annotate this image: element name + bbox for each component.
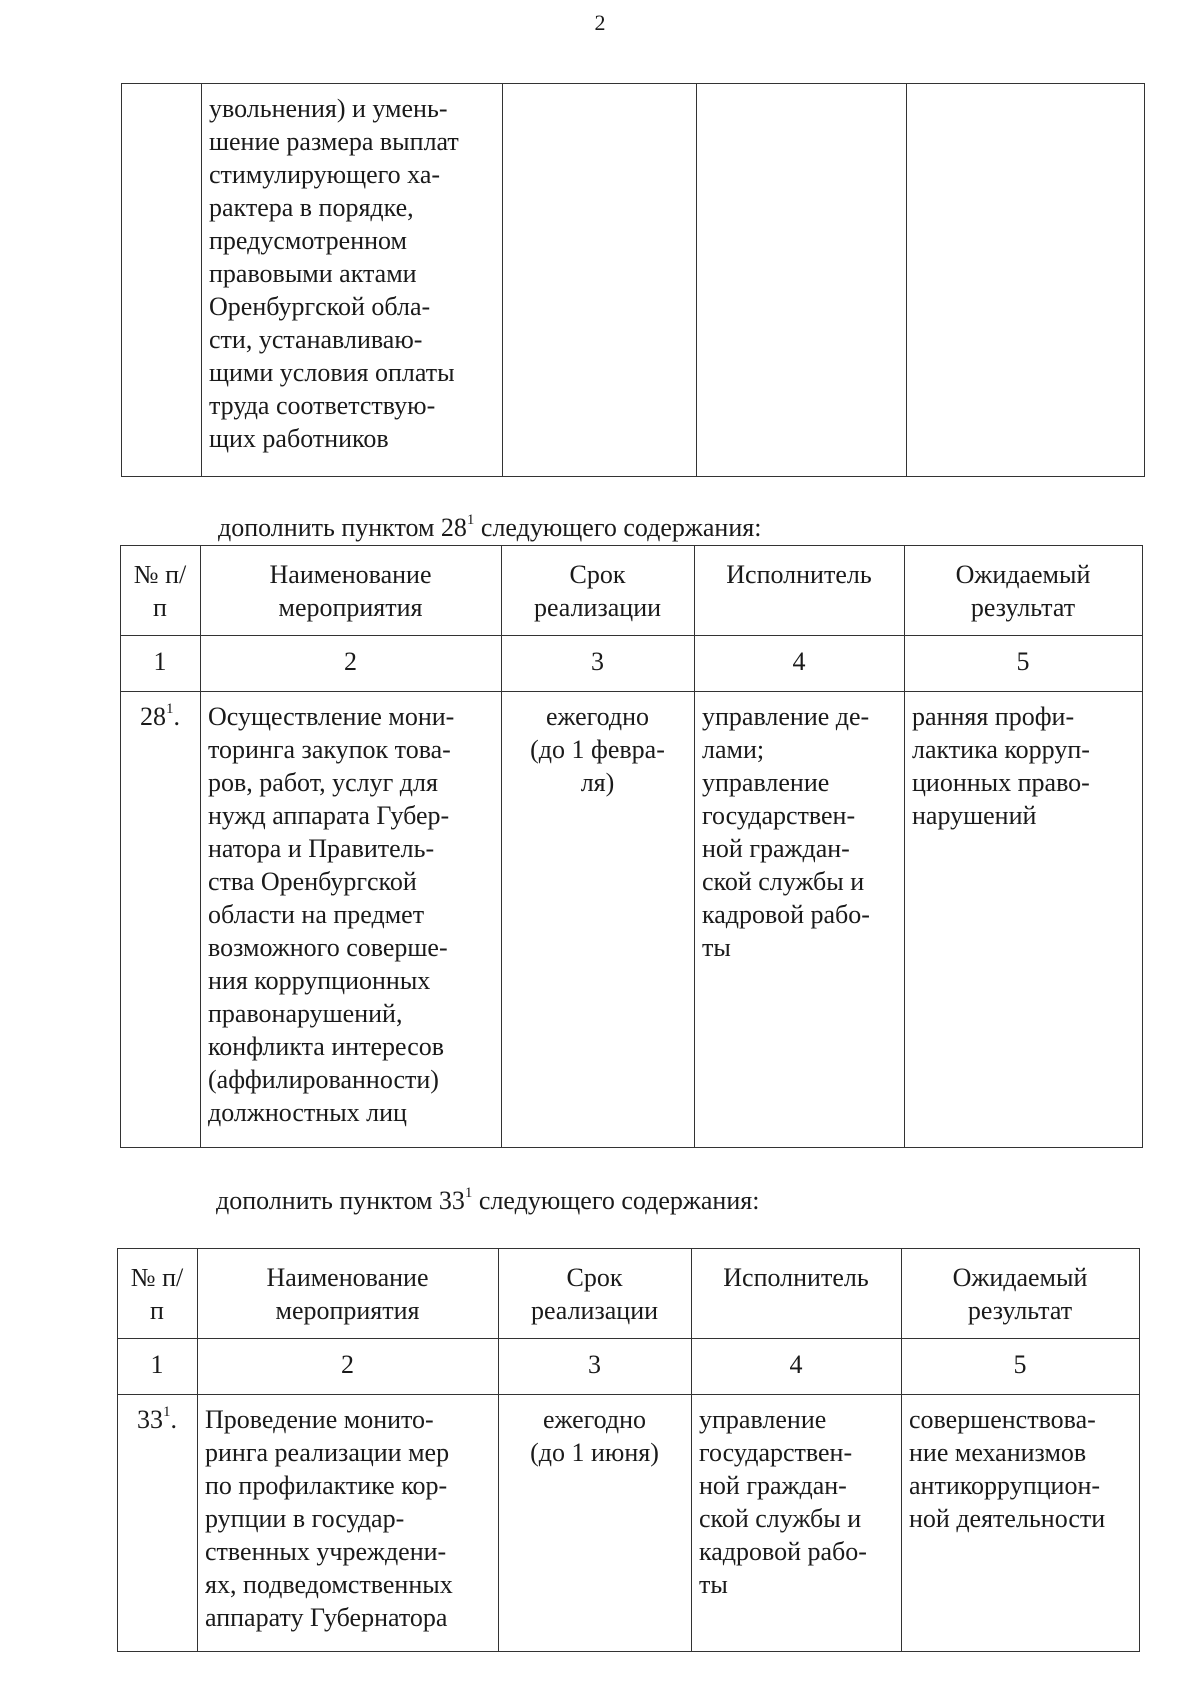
header-num: № п/п [121, 546, 201, 636]
section2-intro [216, 1186, 759, 1216]
header-executor: Исполнитель [692, 1249, 902, 1339]
term-text [499, 1395, 691, 1475]
row-result [902, 1395, 1140, 1652]
header-term: Срок реализации [499, 1249, 692, 1339]
header-executor: Исполнитель [695, 546, 905, 636]
text-line: области на предмет [208, 900, 425, 929]
section2-table [117, 1248, 1140, 1652]
continuation-text [202, 84, 502, 461]
text-line: щими условия оплаты [209, 358, 455, 387]
row-executor [695, 692, 905, 1148]
continuation-table [121, 83, 1145, 477]
header-action: Наименование мероприятия [201, 546, 502, 636]
header-num: № п/п [118, 1249, 198, 1339]
text-line: (аффилированности) [208, 1065, 439, 1094]
header-row [118, 1249, 1140, 1339]
text-line: государствен- [699, 1438, 853, 1467]
text-line: правовыми актами [209, 259, 417, 288]
header-result: Ожидаемый результат [905, 546, 1143, 636]
text-line: ринга реализации мер [205, 1438, 450, 1467]
text-line: совершенствова- [909, 1405, 1096, 1434]
text-line: правонарушений, [208, 999, 403, 1028]
section2-intro-sup: 1 [464, 1185, 473, 1202]
column-number: 1 [118, 1339, 198, 1395]
text-line: ров, работ, услуг для [208, 768, 438, 797]
column-numbers-row [118, 1339, 1140, 1395]
text-line: сти, устанавливаю- [209, 325, 423, 354]
text-line: кадровой рабо- [702, 900, 870, 929]
text-line: возможного соверше- [208, 933, 448, 962]
row-executor [692, 1395, 902, 1652]
column-number: 4 [692, 1339, 902, 1395]
text-line: антикоррупцион- [909, 1471, 1101, 1500]
row-term [502, 692, 695, 1148]
text-line: ежегодно [545, 702, 650, 731]
column-number: 3 [502, 636, 695, 692]
cell-action [202, 84, 503, 477]
text-line: (до 1 июня) [530, 1438, 659, 1467]
text-line: стимулирующего ха- [209, 160, 441, 189]
page-number: 2 [594, 10, 606, 35]
section1-intro-text: дополнить пунктом 28 [218, 513, 467, 542]
header-action: Наименование мероприятия [198, 1249, 499, 1339]
cell-result-empty [907, 84, 1145, 477]
text-line: ства Оренбургской [208, 867, 417, 896]
text-line: ной граждан- [702, 834, 850, 863]
section1-intro-tail: следующего содержания: [474, 513, 762, 542]
column-number: 2 [198, 1339, 499, 1395]
text-line: щих работников [209, 424, 389, 453]
row-number: $33^1$. [137, 1404, 177, 1434]
action-text [201, 692, 501, 1135]
row-action [201, 692, 502, 1148]
table-row [118, 1395, 1140, 1652]
section1-table [120, 545, 1143, 1148]
text-line: нужд аппарата Губер- [208, 801, 450, 830]
text-line: шение размера выплат [209, 127, 459, 156]
term-text [502, 692, 694, 805]
cell-executor-empty [697, 84, 907, 477]
executor-text [692, 1395, 901, 1607]
text-line: управление де- [702, 702, 870, 731]
column-number: 5 [905, 636, 1143, 692]
text-line: торинга закупок това- [208, 735, 451, 764]
result-text [902, 1395, 1139, 1541]
text-line: государствен- [702, 801, 856, 830]
text-line: Оренбургской обла- [209, 292, 431, 321]
text-line: ежегодно [542, 1405, 647, 1434]
row-term [499, 1395, 692, 1652]
row-num [121, 692, 201, 1148]
cell-num-empty [122, 84, 202, 477]
text-line: (до 1 февра- [530, 735, 665, 764]
text-line: ционных право- [912, 768, 1090, 797]
executor-text [695, 692, 904, 970]
text-line: натора и Правитель- [208, 834, 435, 863]
text-line: кадровой рабо- [699, 1537, 867, 1566]
text-line: ния коррупционных [208, 966, 431, 995]
text-line: ты [699, 1570, 728, 1599]
text-line: ственных учреждени- [205, 1537, 447, 1566]
column-number: 1 [121, 636, 201, 692]
text-line: ты [702, 933, 731, 962]
text-line: труда соответствую- [209, 391, 436, 420]
action-text [198, 1395, 498, 1640]
table-row [121, 692, 1143, 1148]
text-line: ской службы и [702, 867, 865, 896]
text-line: Проведение монито- [205, 1405, 434, 1434]
text-line: предусмотренном [209, 226, 407, 255]
header-result: Ожидаемый результат [902, 1249, 1140, 1339]
text-line: управление [702, 768, 830, 797]
section2-intro-tail: следующего содержания: [472, 1186, 760, 1215]
column-number: 4 [695, 636, 905, 692]
header-term: Срок реализации [502, 546, 695, 636]
text-line: управление [699, 1405, 827, 1434]
text-line: ной деятельности [909, 1504, 1106, 1533]
text-line: рупции в государ- [205, 1504, 405, 1533]
cell-term-empty [503, 84, 697, 477]
header-row [121, 546, 1143, 636]
text-line: ной граждан- [699, 1471, 847, 1500]
result-text [905, 692, 1142, 838]
row-action [198, 1395, 499, 1652]
row-num [118, 1395, 198, 1652]
text-line: ранняя профи- [912, 702, 1075, 731]
text-line: Осуществление мони- [208, 702, 455, 731]
column-number: 5 [902, 1339, 1140, 1395]
column-number: 2 [201, 636, 502, 692]
column-numbers-row [121, 636, 1143, 692]
text-line: аппарату Губернатора [205, 1603, 448, 1632]
text-line: увольнения) и умень- [209, 94, 448, 123]
row-number: $28^1$. [140, 701, 180, 731]
text-line: ние механизмов [909, 1438, 1087, 1467]
column-number: 3 [499, 1339, 692, 1395]
text-line: по профилактике кор- [205, 1471, 448, 1500]
section1-intro [218, 513, 761, 543]
section2-intro-text: дополнить пунктом 33 [216, 1186, 465, 1215]
text-line: ской службы и [699, 1504, 862, 1533]
row-result [905, 692, 1143, 1148]
text-line: ля) [580, 768, 615, 797]
text-line: должностных лиц [208, 1098, 407, 1127]
text-line: лактика корруп- [912, 735, 1090, 764]
text-line: конфликта интересов [208, 1032, 445, 1061]
text-line: ях, подведомственных [205, 1570, 453, 1599]
section1-intro-sup: 1 [466, 512, 475, 529]
text-line: нарушений [912, 801, 1037, 830]
text-line: рактера в порядке, [209, 193, 414, 222]
text-line: лами; [702, 735, 765, 764]
